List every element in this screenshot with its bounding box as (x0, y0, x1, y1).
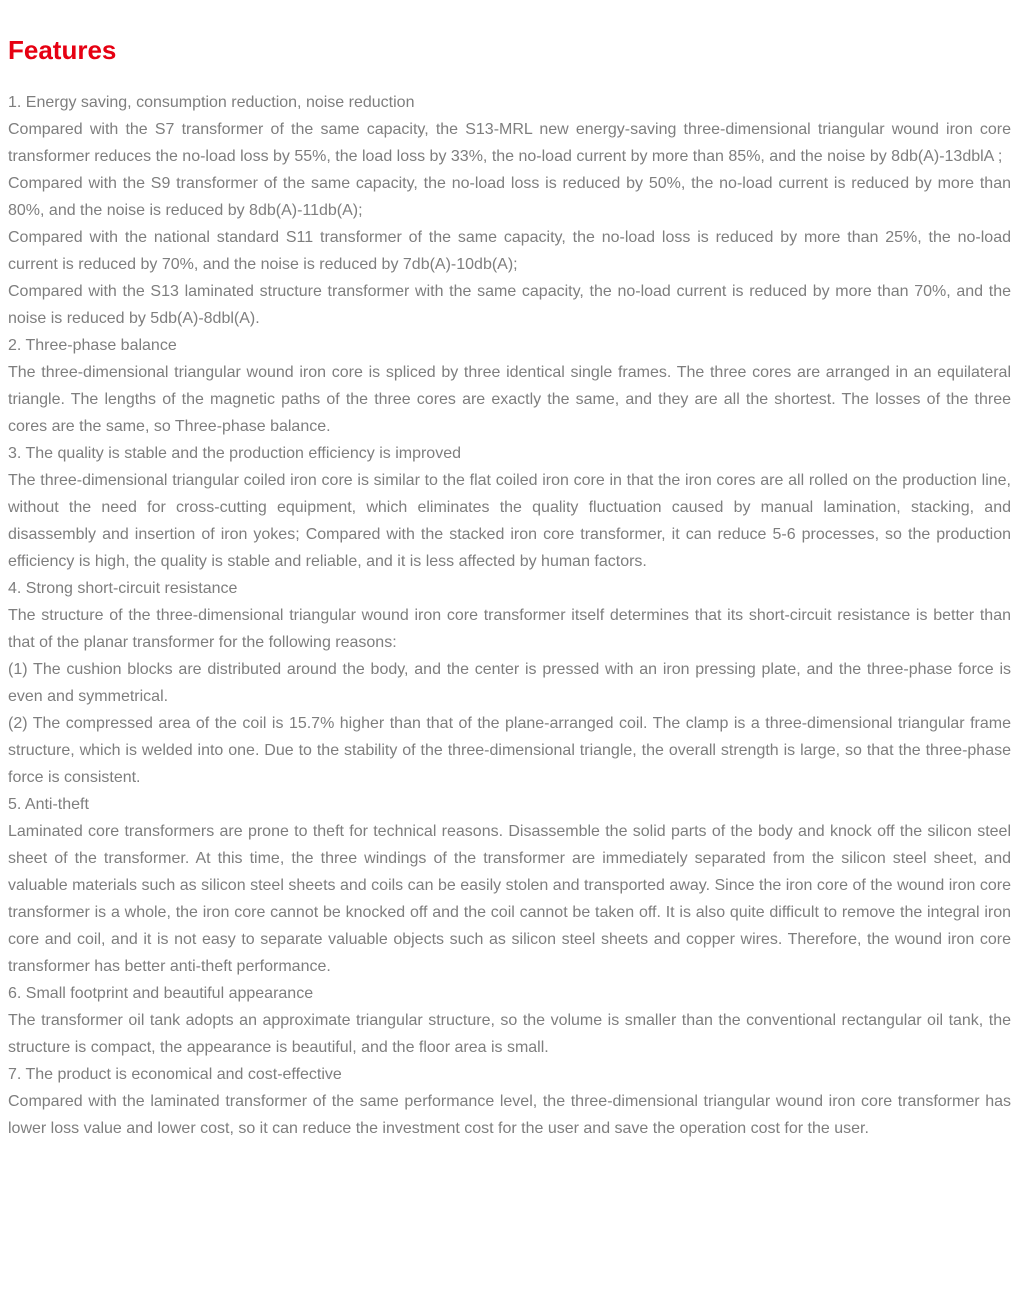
heading-economical: 7. The product is economical and cost-effective (8, 1066, 342, 1083)
para-s9-comparison: Compared with the S9 transformer of the same capacity, the no-load loss is reduced by 50%, the no-load current is reduced by more than 80%, and the noise is reduced by 8db(A)-11db(A); (8, 175, 1011, 219)
heading-energy-saving: 1. Energy saving, consumption reduction, noise reduction (8, 94, 415, 111)
para-cushion-blocks: (1) The cushion blocks are distributed around the body, and the center is pressed with an iron pressing plate, and the three-phase force is even and symmetrical. (8, 661, 1011, 705)
features-content (8, 89, 1011, 1142)
heading-quality-stable: 3. The quality is stable and the production efficiency is improved (8, 445, 461, 462)
para-s11-comparison: Compared with the national standard S11 transformer of the same capacity, the no-load loss is reduced by more than 25%, the no-load current is reduced by 70%, and the noise is reduced by 7db(A)-10db(A); (8, 229, 1011, 273)
para-s13-comparison: Compared with the S13 laminated structure transformer with the same capacity, the no-load current is reduced by more than 70%, and the noise is reduced by 5db(A)-8dbl(A). (8, 283, 1011, 327)
para-three-phase-balance: The three-dimensional triangular wound iron core is spliced by three identical single frames. The three cores are arranged in an equilateral triangle. The lengths of the magnetic paths of the three cores are exactly the same, and they are all the shortest. The losses of the three cores are the same, so Three-phase balance. (8, 364, 1011, 435)
para-short-circuit-intro: The structure of the three-dimensional triangular wound iron core transformer itself determines that its short-circuit resistance is better than that of the planar transformer for the following reasons: (8, 607, 1011, 651)
page-title: Features (8, 35, 117, 65)
heading-three-phase-balance: 2. Three-phase balance (8, 337, 177, 354)
para-quality-stable: The three-dimensional triangular coiled iron core is similar to the flat coiled iron core in that the iron cores are all rolled on the production line, without the need for cross-cutting equipment, which eliminates the quality fluctuation caused by manual lamination, stacking, and disassembly and insertion of iron yokes; Compared with the stacked iron core transformer, it can reduce 5-6 processes, so the production efficiency is high, the quality is stable and reliable, and it is less affected by human factors. (8, 472, 1011, 570)
heading-small-footprint: 6. Small footprint and beautiful appearance (8, 985, 314, 1002)
heading-short-circuit: 4. Strong short-circuit resistance (8, 580, 238, 597)
para-compressed-area: (2) The compressed area of the coil is 15.7% higher than that of the plane-arranged coil. The clamp is a three-dimensional triangular frame structure, which is welded into one. Due to the stability of the three-dimensional triangle, the overall strength is large, so that the three-phase force is consistent. (8, 715, 1011, 786)
para-small-footprint: The transformer oil tank adopts an approximate triangular structure, so the volume is smaller than the conventional rectangular oil tank, the structure is compact, the appearance is beautiful, and the floor area is small. (8, 1012, 1011, 1056)
para-anti-theft: Laminated core transformers are prone to theft for technical reasons. Disassemble the solid parts of the body and knock off the silicon steel sheet of the transformer. At this time, the three windings of the transformer are immediately separated from the silicon steel sheet, and valuable materials such as silicon steel sheets and coils can be easily stolen and transported away. Since the iron core of the wound iron core transformer is a whole, the iron core cannot be knocked off and the coil cannot be taken off. It is also quite difficult to remove the integral iron core and coil, and it is not easy to separate valuable objects such as silicon steel sheets and copper wires. Therefore, the wound iron core transformer has better anti-theft performance. (8, 823, 1011, 975)
para-economical: Compared with the laminated transformer of the same performance level, the three-dimensional triangular wound iron core transformer has lower loss value and lower cost, so it can reduce the investment cost for the user and save the operation cost for the user. (8, 1093, 1011, 1137)
heading-anti-theft: 5. Anti-theft (8, 796, 89, 813)
features-page (0, 36, 1020, 1202)
para-s7-comparison: Compared with the S7 transformer of the same capacity, the S13-MRL new energy-saving three-dimensional triangular wound iron core transformer reduces the no-load loss by 55%, the load loss by 33%, the no-load current by more than 85%, and the noise by 8db(A)-13dblA ; (8, 121, 1011, 165)
